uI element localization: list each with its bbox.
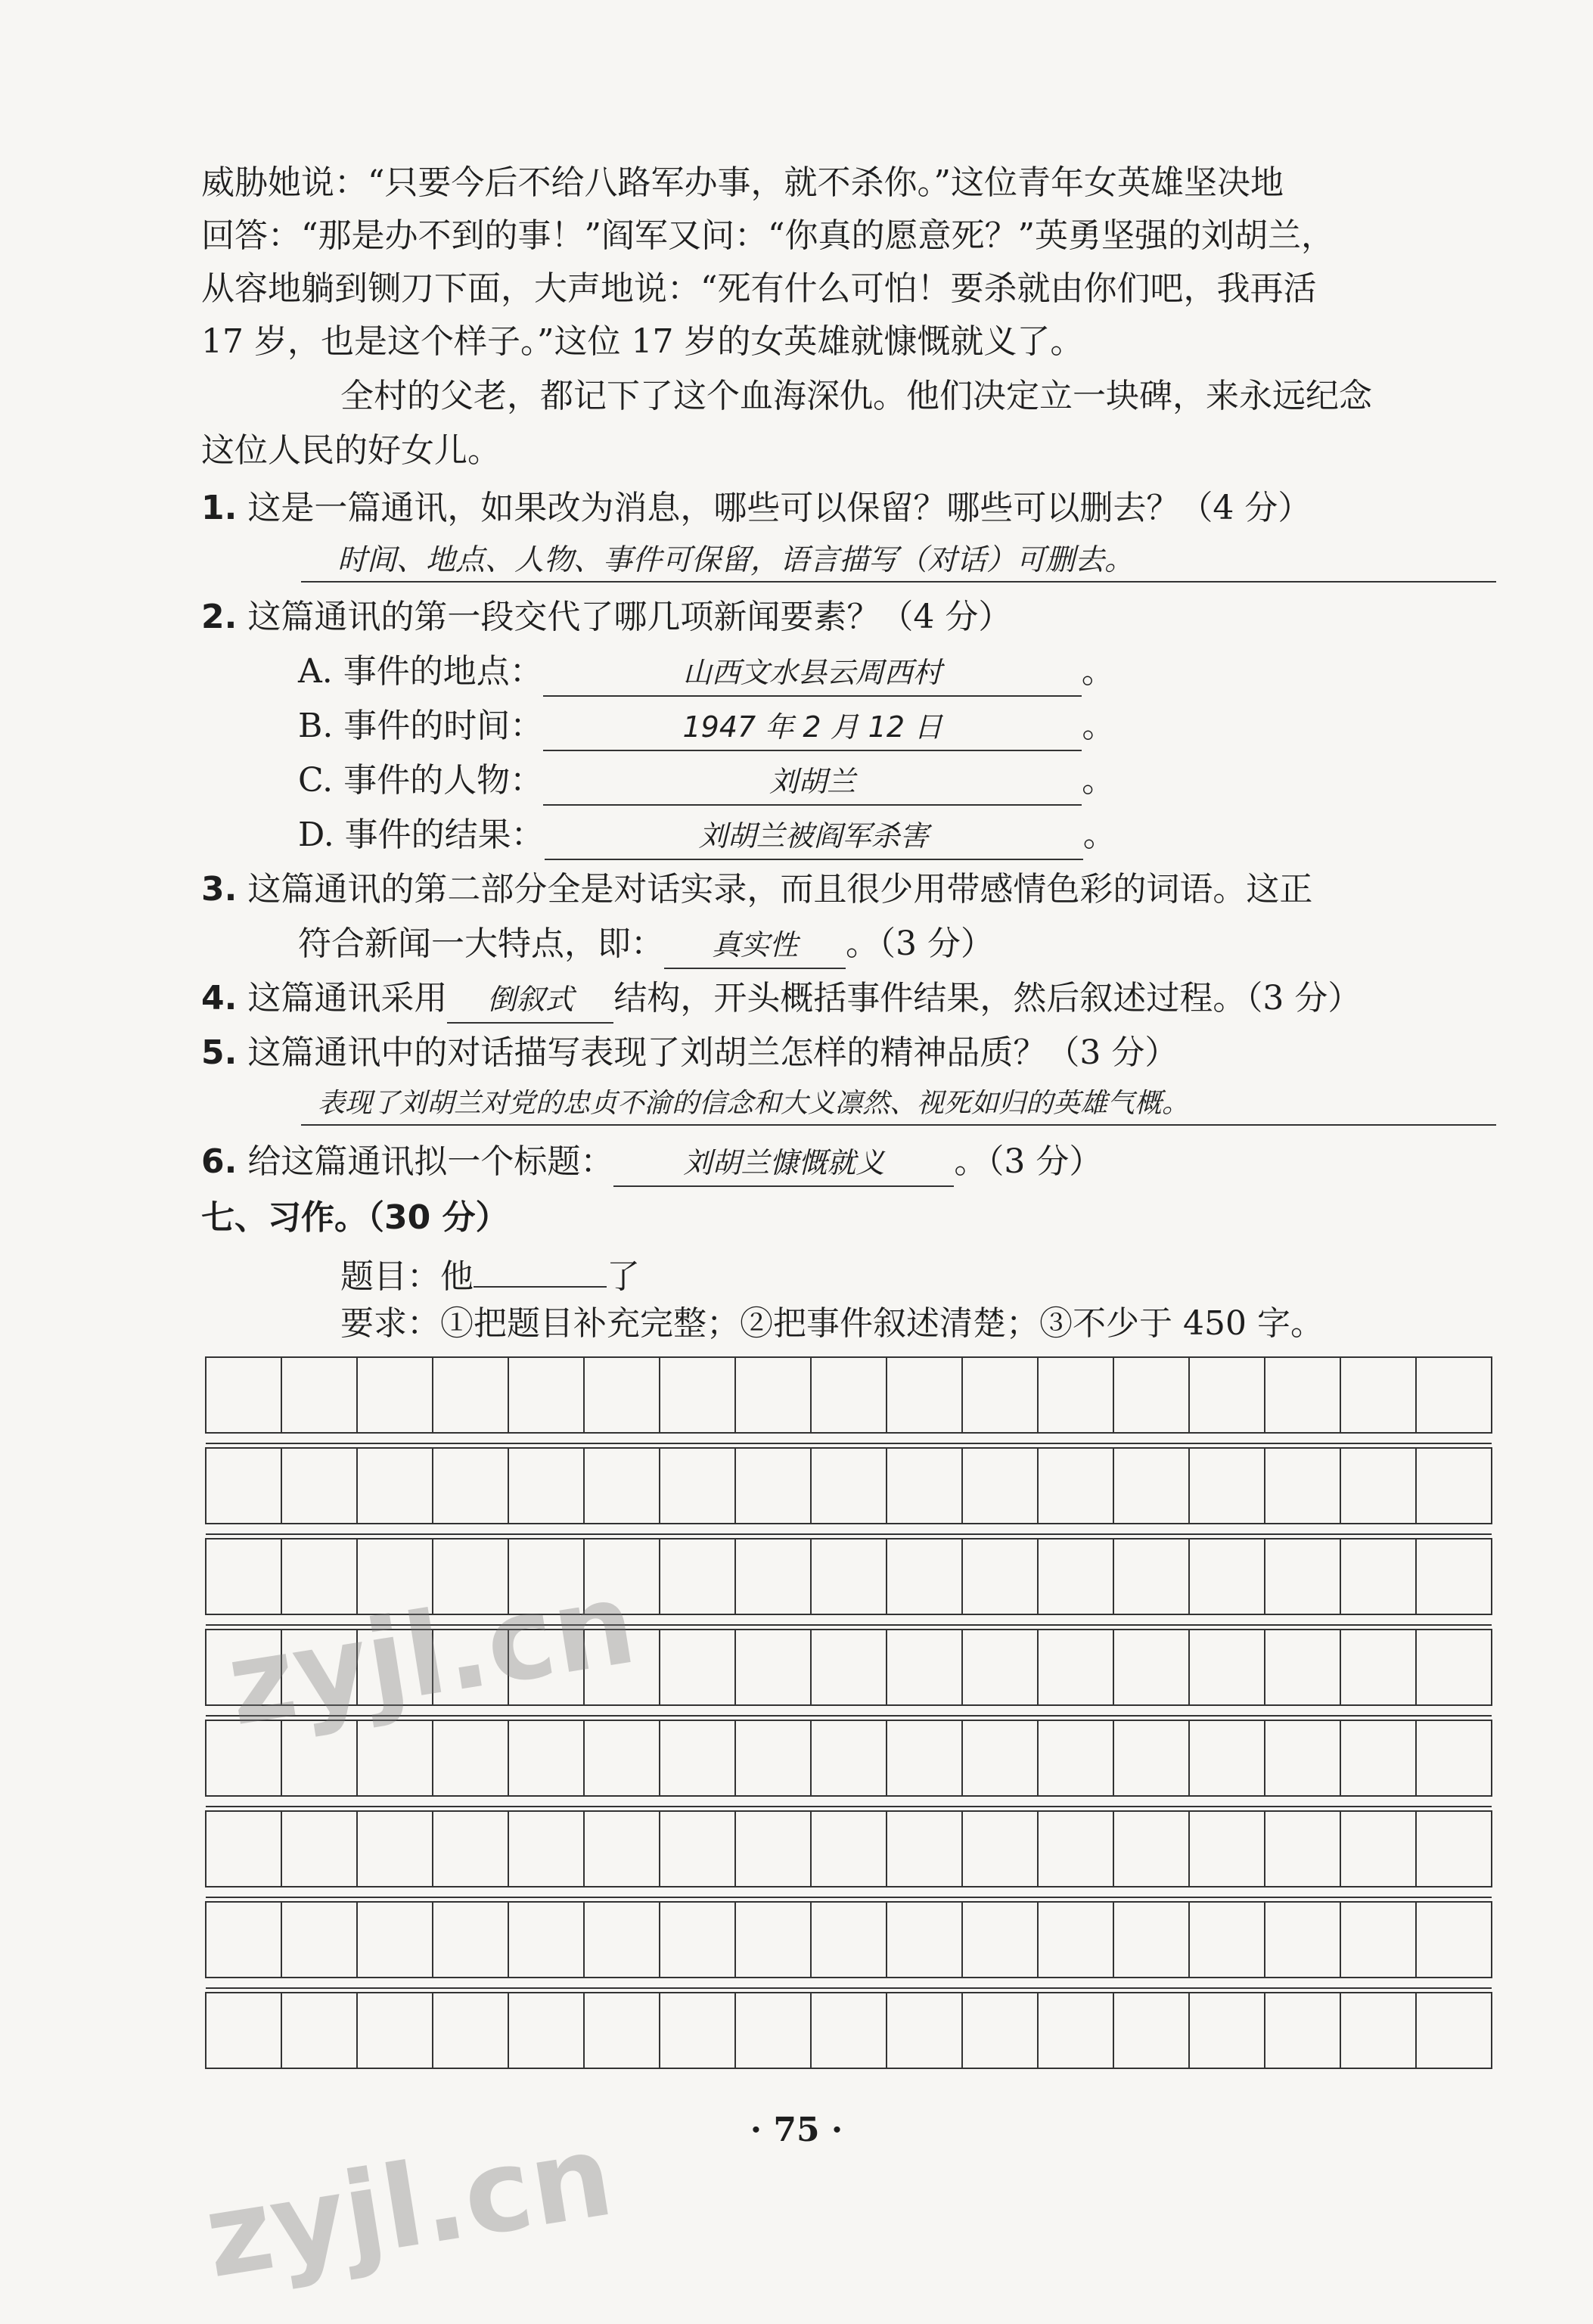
grid-cell[interactable]: [1416, 1993, 1492, 2068]
grid-cell[interactable]: [735, 1539, 811, 1614]
option-end: 。: [1082, 816, 1116, 854]
grid-cell[interactable]: [584, 1811, 660, 1887]
grid-cell[interactable]: [962, 1902, 1038, 1978]
answer-blank: [545, 812, 1083, 860]
grid-cell[interactable]: [1265, 1811, 1340, 1887]
grid-cell[interactable]: [1340, 1630, 1416, 1705]
grid-cell[interactable]: [1038, 1902, 1113, 1978]
grid-cell[interactable]: [811, 1811, 887, 1887]
grid-cell[interactable]: [281, 1357, 357, 1433]
question-5: [201, 1030, 1178, 1076]
question-number: 4.: [201, 979, 238, 1018]
grid-cell[interactable]: [811, 1539, 887, 1614]
grid-cell[interactable]: [887, 1539, 962, 1614]
grid-cell[interactable]: [357, 1357, 433, 1433]
grid-cell[interactable]: [357, 1448, 433, 1524]
grid-cell[interactable]: [1189, 1993, 1265, 2068]
grid-cell[interactable]: [1265, 1993, 1340, 2068]
watermark: zyjl.cn: [219, 1557, 644, 1752]
grid-cell[interactable]: [1416, 1902, 1492, 1978]
grid-cell[interactable]: [660, 1539, 735, 1614]
grid-cell[interactable]: [962, 1539, 1038, 1614]
question-number: 3.: [201, 870, 238, 909]
passage-line: 回答：“那是办不到的事！”阎军又问：“你真的愿意死？”英勇坚强的刘胡兰，: [201, 216, 1334, 255]
handwritten-answer: 山西文水县云周西村: [682, 656, 942, 689]
grid-cell[interactable]: [1416, 1630, 1492, 1705]
question-3-line2: [298, 921, 994, 969]
grid-cell[interactable]: [1189, 1539, 1265, 1614]
grid-cell[interactable]: [1113, 1630, 1189, 1705]
grid-cell[interactable]: [962, 1720, 1038, 1796]
grid-cell[interactable]: [1416, 1357, 1492, 1433]
grid-cell[interactable]: [735, 1357, 811, 1433]
grid-cell[interactable]: [433, 1357, 508, 1433]
passage-line: 威胁她说：“只要今后不给八路军办事，就不杀你。”这位青年女英雄坚决地: [201, 163, 1284, 202]
grid-cell[interactable]: [735, 1902, 811, 1978]
grid-cell[interactable]: [1416, 1539, 1492, 1614]
grid-cell[interactable]: [433, 1811, 508, 1887]
grid-cell[interactable]: [357, 1720, 433, 1796]
handwritten-answer: 倒叙式: [487, 983, 574, 1016]
grid-cell[interactable]: [1113, 1448, 1189, 1524]
option-label: A. 事件的地点：: [298, 652, 543, 691]
grid-cell[interactable]: [962, 1357, 1038, 1433]
grid-cell[interactable]: [206, 1357, 281, 1433]
question-text: 。（3 分）: [846, 924, 994, 963]
grid-cell[interactable]: [206, 1993, 281, 2068]
grid-cell[interactable]: [1265, 1720, 1340, 1796]
grid-cell[interactable]: [811, 1993, 887, 2068]
grid-cell[interactable]: [887, 1993, 962, 2068]
grid-cell[interactable]: [660, 1993, 735, 2068]
title-suffix: 了: [607, 1257, 640, 1296]
grid-cell[interactable]: [206, 1811, 281, 1887]
grid-cell[interactable]: [1340, 1993, 1416, 2068]
question-text: 给这篇通讯拟一个标题：: [247, 1142, 614, 1181]
question-text: 。（3 分）: [954, 1142, 1103, 1181]
answer-blank: [613, 1139, 954, 1187]
handwritten-answer: 刘胡兰慷慨就义: [683, 1146, 885, 1179]
question-text: 这是一篇通讯，如果改为消息，哪些可以保留？哪些可以删去？（4 分）: [247, 489, 1312, 527]
grid-cell[interactable]: [962, 1993, 1038, 2068]
grid-cell[interactable]: [1038, 1811, 1113, 1887]
passage-line: 从容地躺到铡刀下面，大声地说：“死有什么可怕！要杀就由你们吧，我再活: [201, 269, 1317, 308]
grid-cell[interactable]: [1189, 1630, 1265, 1705]
grid-cell[interactable]: [1038, 1357, 1113, 1433]
handwritten-answer: 刘胡兰: [769, 765, 856, 798]
question-text: 这篇通讯中的对话描写表现了刘胡兰怎样的精神品质？（3 分）: [247, 1033, 1178, 1072]
grid-cell[interactable]: [584, 1993, 660, 2068]
grid-cell[interactable]: [1113, 1539, 1189, 1614]
grid-cell[interactable]: [584, 1720, 660, 1796]
grid-cell[interactable]: [1113, 1720, 1189, 1796]
grid-cell[interactable]: [1265, 1448, 1340, 1524]
question-number: 6.: [201, 1142, 238, 1181]
answer-blank: [543, 758, 1082, 806]
option-label: D. 事件的结果：: [298, 816, 545, 854]
grid-cell[interactable]: [1038, 1720, 1113, 1796]
grid-cell[interactable]: [1265, 1630, 1340, 1705]
grid-cell[interactable]: [1189, 1357, 1265, 1433]
question-1: [201, 486, 1311, 531]
grid-cell[interactable]: [433, 1448, 508, 1524]
grid-cell[interactable]: [357, 1811, 433, 1887]
grid-cell[interactable]: [660, 1448, 735, 1524]
grid-cell[interactable]: [1265, 1902, 1340, 1978]
grid-cell[interactable]: [1189, 1811, 1265, 1887]
composition-requirement: 要求：①把题目补充完整；②把事件叙述清楚；③不少于 450 字。: [340, 1304, 1324, 1343]
grid-cell[interactable]: [508, 1993, 584, 2068]
grid-cell[interactable]: [1340, 1357, 1416, 1433]
grid-cell[interactable]: [1189, 1720, 1265, 1796]
grid-cell[interactable]: [1340, 1448, 1416, 1524]
grid-cell[interactable]: [660, 1630, 735, 1705]
grid-cell[interactable]: [357, 1902, 433, 1978]
page-number: · 75 ·: [750, 2111, 843, 2149]
grid-cell[interactable]: [887, 1630, 962, 1705]
grid-cell[interactable]: [887, 1357, 962, 1433]
grid-cell[interactable]: [433, 1720, 508, 1796]
grid-cell[interactable]: [887, 1811, 962, 1887]
grid-cell[interactable]: [962, 1811, 1038, 1887]
option-label: C. 事件的人物：: [298, 761, 544, 800]
answer-line: [301, 539, 1496, 583]
passage-line: 全村的父老，都记下了这个血海深仇。他们决定立一块碑，来永远纪念: [340, 377, 1372, 415]
question-number: 2.: [201, 598, 238, 636]
grid-cell[interactable]: [1038, 1630, 1113, 1705]
grid-cell[interactable]: [206, 1539, 281, 1614]
grid-cell[interactable]: [735, 1993, 811, 2068]
grid-cell[interactable]: [735, 1720, 811, 1796]
answer-blank: [664, 921, 846, 969]
grid-cell[interactable]: [1340, 1720, 1416, 1796]
grid-cell[interactable]: [1265, 1539, 1340, 1614]
option-end: 。: [1082, 761, 1116, 800]
grid-cell[interactable]: [508, 1811, 584, 1887]
grid-cell[interactable]: [1189, 1902, 1265, 1978]
grid-cell[interactable]: [887, 1448, 962, 1524]
grid-cell[interactable]: [508, 1448, 584, 1524]
grid-cell[interactable]: [887, 1902, 962, 1978]
grid-cell[interactable]: [811, 1630, 887, 1705]
grid-cell[interactable]: [1340, 1811, 1416, 1887]
answer-blank: [447, 976, 613, 1024]
grid-cell[interactable]: [1416, 1448, 1492, 1524]
question-text: 这篇通讯的第二部分全是对话实录，而且很少用带感情色彩的词语。这正: [247, 870, 1313, 909]
grid-cell[interactable]: [660, 1720, 735, 1796]
grid-cell[interactable]: [1038, 1993, 1113, 2068]
grid-cell[interactable]: [281, 1993, 357, 2068]
grid-cell[interactable]: [811, 1902, 887, 1978]
section-heading: 七、习作。（30 分）: [201, 1198, 509, 1237]
grid-cell[interactable]: [962, 1448, 1038, 1524]
grid-cell[interactable]: [735, 1630, 811, 1705]
composition-title: [340, 1250, 640, 1300]
grid-cell[interactable]: [508, 1902, 584, 1978]
handwritten-answer: 表现了刘胡兰对党的忠贞不渝的信念和大义凛然、视死如归的英雄气概。: [318, 1088, 1190, 1119]
grid-cell[interactable]: [1113, 1811, 1189, 1887]
question-text: 这篇通讯的第一段交代了哪几项新闻要素？（4 分）: [247, 598, 1012, 636]
grid-cell[interactable]: [660, 1811, 735, 1887]
answer-blank: [543, 649, 1082, 697]
grid-cell[interactable]: [1340, 1902, 1416, 1978]
grid-cell[interactable]: [1113, 1902, 1189, 1978]
grid-cell[interactable]: [735, 1811, 811, 1887]
grid-cell[interactable]: [433, 1902, 508, 1978]
grid-cell[interactable]: [660, 1902, 735, 1978]
grid-cell[interactable]: [508, 1357, 584, 1433]
option-a: [298, 649, 1115, 697]
grid-cell[interactable]: [281, 1811, 357, 1887]
question-text: 符合新闻一大特点，即：: [298, 924, 664, 963]
watermark: zyjl.cn: [196, 2109, 621, 2304]
option-b: [298, 704, 1115, 751]
grid-cell[interactable]: [584, 1357, 660, 1433]
grid-cell[interactable]: [1038, 1448, 1113, 1524]
grid-cell[interactable]: [1038, 1539, 1113, 1614]
grid-cell[interactable]: [1113, 1993, 1189, 2068]
question-text: 结构，开头概括事件结果，然后叙述过程。（3 分）: [613, 979, 1362, 1018]
option-end: 。: [1081, 652, 1115, 691]
grid-cell[interactable]: [433, 1993, 508, 2068]
grid-cell[interactable]: [281, 1902, 357, 1978]
grid-cell[interactable]: [811, 1448, 887, 1524]
question-3: [201, 867, 1312, 912]
grid-cell[interactable]: [206, 1448, 281, 1524]
question-number: 1.: [201, 489, 238, 527]
grid-cell[interactable]: [811, 1357, 887, 1433]
answer-line: [301, 1082, 1496, 1126]
grid-cell[interactable]: [508, 1720, 584, 1796]
grid-cell[interactable]: [1416, 1720, 1492, 1796]
grid-cell[interactable]: [584, 1902, 660, 1978]
grid-cell[interactable]: [735, 1448, 811, 1524]
question-4: [201, 976, 1361, 1024]
option-c: [298, 758, 1115, 806]
grid-cell[interactable]: [206, 1902, 281, 1978]
handwritten-answer: 真实性: [711, 928, 798, 962]
grid-cell[interactable]: [887, 1720, 962, 1796]
question-text: 这篇通讯采用: [247, 979, 448, 1018]
grid-cell[interactable]: [962, 1630, 1038, 1705]
grid-cell[interactable]: [584, 1448, 660, 1524]
handwritten-answer: 1947 年 2 月 12 日: [682, 710, 943, 744]
handwritten-answer: 刘胡兰被阎军杀害: [698, 819, 929, 853]
question-2: [201, 595, 1011, 640]
grid-cell[interactable]: [1189, 1448, 1265, 1524]
answer-blank: [543, 704, 1082, 751]
passage-line: 17 岁，也是这个样子。”这位 17 岁的女英雄就慷慨就义了。: [201, 322, 1084, 361]
grid-cell[interactable]: [1340, 1539, 1416, 1614]
grid-cell[interactable]: [1113, 1357, 1189, 1433]
grid-cell[interactable]: [281, 1448, 357, 1524]
grid-cell[interactable]: [1265, 1357, 1340, 1433]
handwritten-answer: 时间、地点、人物、事件可保留，语言描写（对话）可删去。: [337, 543, 1135, 577]
grid-cell[interactable]: [1416, 1811, 1492, 1887]
question-number: 5.: [201, 1033, 238, 1072]
grid-cell[interactable]: [357, 1993, 433, 2068]
title-prefix: 题目：他: [340, 1257, 474, 1296]
passage-line: 这位人民的好女儿。: [201, 431, 501, 470]
option-label: B. 事件的时间：: [298, 707, 544, 745]
grid-cell[interactable]: [811, 1720, 887, 1796]
option-end: 。: [1082, 707, 1116, 745]
title-blank: [474, 1250, 607, 1288]
question-6: [201, 1139, 1102, 1187]
grid-cell[interactable]: [660, 1357, 735, 1433]
option-d: [298, 812, 1116, 860]
